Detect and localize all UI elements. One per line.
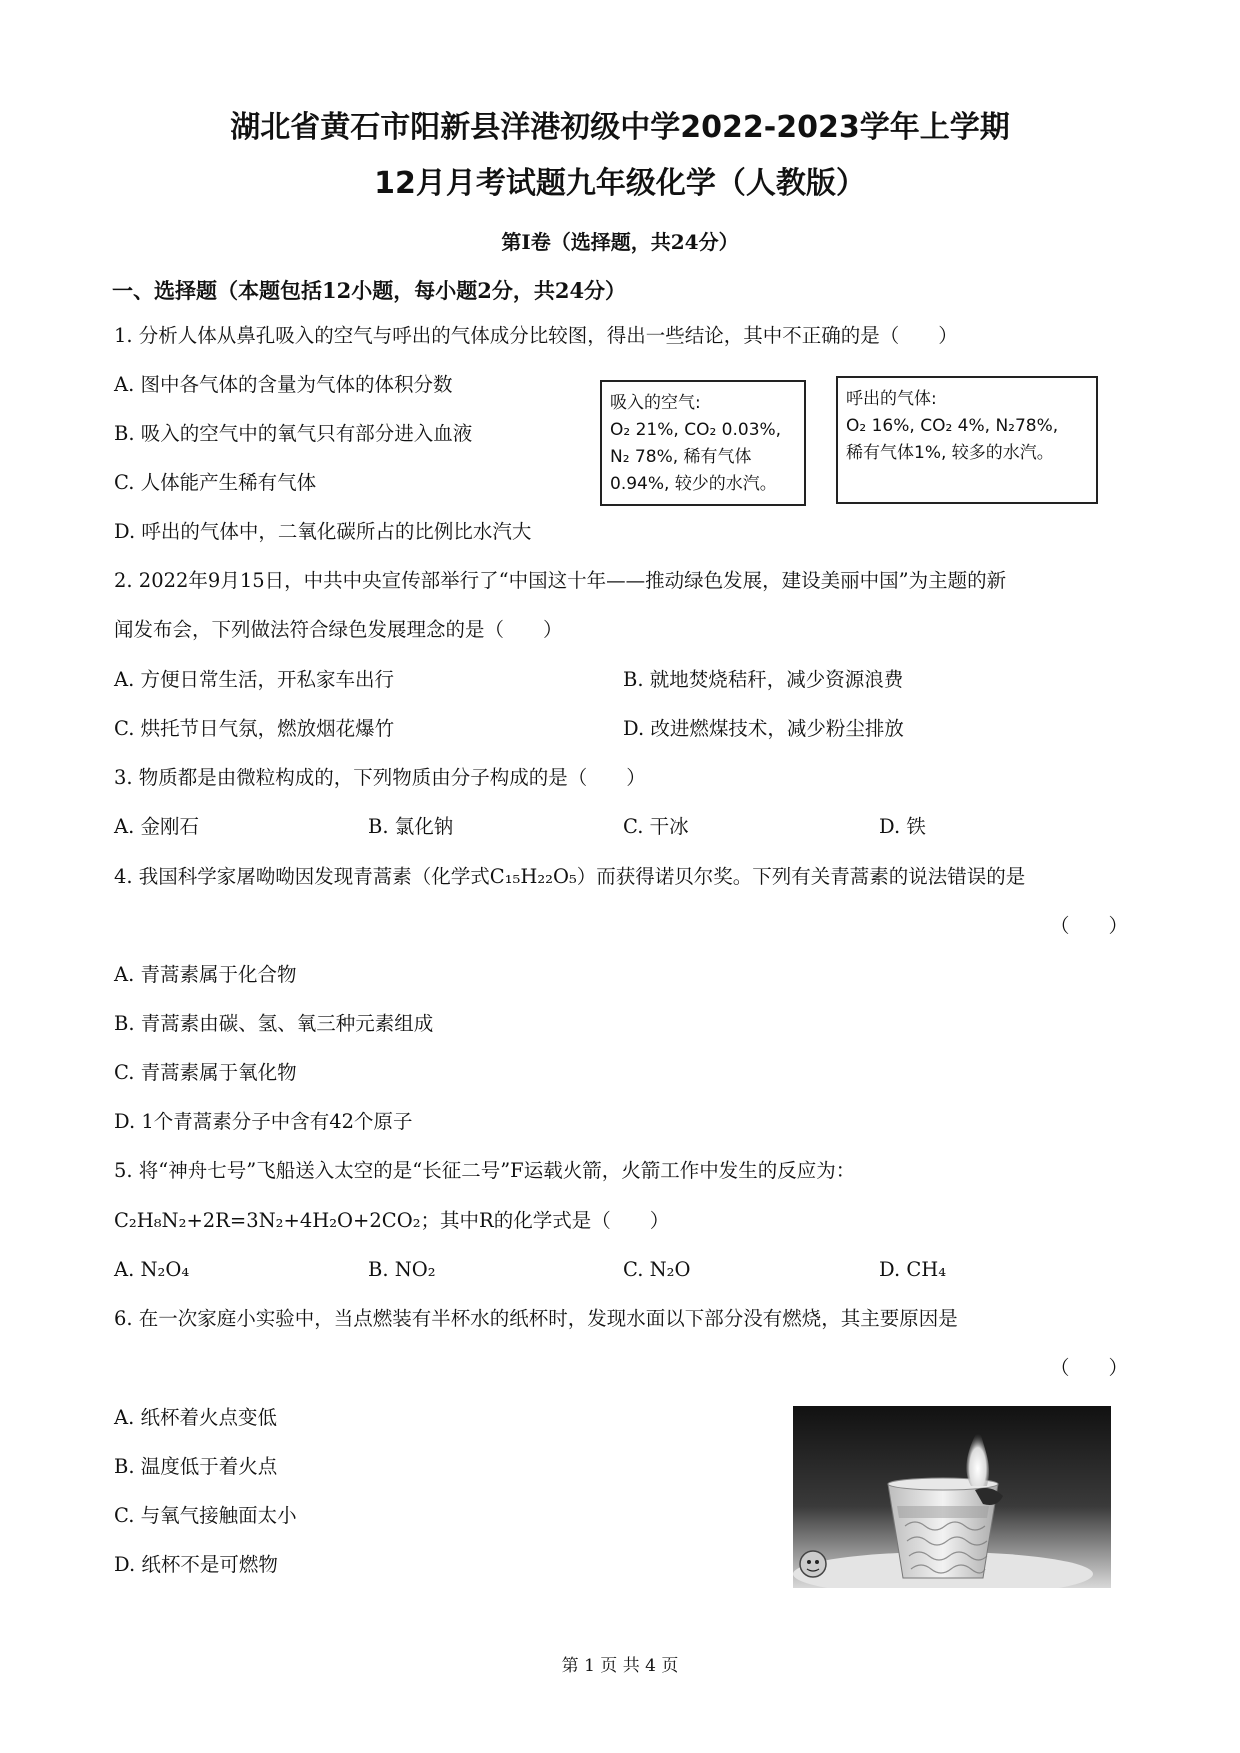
- q4-stem: 4. 我国科学家屠呦呦因发现青蒿素（化学式C₁₅H₂₂O₅）而获得诺贝尔奖。下列有关青蒿素的说法错误的是: [114, 865, 1026, 888]
- q5-option-c: C. N₂O: [623, 1258, 691, 1281]
- q3-option-b: B. 氯化钠: [368, 815, 454, 838]
- title-line-2: 12月月考试题九年级化学（人教版）: [374, 166, 866, 201]
- section-heading: 一、选择题（本题包括12小题，每小题2分，共24分）: [112, 278, 627, 303]
- paper-cup-illustration: [793, 1406, 1111, 1588]
- q4-option-c: C. 青蒿素属于氧化物: [114, 1061, 297, 1084]
- q1-option-a: A. 图中各气体的含量为气体的体积分数: [114, 373, 453, 396]
- exhaled-gas-box: [836, 376, 1098, 504]
- q6-option-c: C. 与氧气接触面太小: [114, 1504, 297, 1527]
- inhaled-air-line-1: O₂ 21%, CO₂ 0.03%,: [610, 420, 782, 440]
- burning-paper-cup-photo: [793, 1406, 1111, 1588]
- q2-option-c: C. 烘托节日气氛，燃放烟花爆竹: [114, 717, 395, 740]
- q5-option-a: A. N₂O₄: [114, 1258, 190, 1281]
- q2-option-d: D. 改进燃煤技术，减少粉尘排放: [623, 717, 904, 740]
- q3-option-c: C. 干冰: [623, 815, 689, 838]
- title-line-1: 湖北省黄石市阳新县洋港初级中学2022-2023学年上学期: [230, 110, 1010, 145]
- volume-heading: 第I卷（选择题，共24分）: [501, 230, 739, 254]
- inhaled-air-line-3: 0.94%, 较少的水汽。: [610, 474, 777, 494]
- q6-stem: 6. 在一次家庭小实验中，当点燃装有半杯水的纸杯时，发现水面以下部分没有燃烧，其主要原因是: [114, 1307, 958, 1330]
- inhaled-air-title: 吸入的空气:: [610, 393, 701, 413]
- q2-stem-line-1: 2. 2022年9月15日，中共中央宣传部举行了“中国这十年——推动绿色发展，建设美丽中国”为主题的新: [114, 569, 1007, 592]
- inhaled-air-line-2: N₂ 78%, 稀有气体: [610, 447, 752, 467]
- q3-option-d: D. 铁: [879, 815, 926, 838]
- q1-option-d: D. 呼出的气体中，二氧化碳所占的比例比水汽大: [114, 520, 532, 543]
- q5-option-b: B. NO₂: [368, 1258, 436, 1281]
- q3-stem: 3. 物质都是由微粒构成的，下列物质由分子构成的是（ ）: [114, 766, 646, 789]
- q5-stem-line-2: C₂H₈N₂+2R=3N₂+4H₂O+2CO₂；其中R的化学式是（ ）: [114, 1209, 670, 1232]
- q5-option-d: D. CH₄: [879, 1258, 947, 1281]
- q1-option-c: C. 人体能产生稀有气体: [114, 471, 317, 494]
- page-footer: 第 1 页 共 4 页: [561, 1656, 679, 1676]
- q1-stem: 1. 分析人体从鼻孔吸入的空气与呼出的气体成分比较图，得出一些结论，其中不正确的是（ ）: [114, 324, 958, 347]
- q6-option-a: A. 纸杯着火点变低: [114, 1406, 277, 1429]
- q6-option-d: D. 纸杯不是可燃物: [114, 1553, 278, 1576]
- q2-stem-line-2: 闻发布会，下列做法符合绿色发展理念的是（ ）: [114, 618, 563, 641]
- q3-option-a: A. 金刚石: [114, 815, 199, 838]
- exhaled-gas-line-2: 稀有气体1%, 较多的水汽。: [846, 443, 1054, 463]
- exhaled-gas-title: 呼出的气体:: [846, 389, 937, 409]
- q5-stem-line-1: 5. 将“神舟七号”飞船送入太空的是“长征二号”F运载火箭，火箭工作中发生的反应为：: [114, 1159, 856, 1182]
- q4-option-d: D. 1个青蒿素分子中含有42个原子: [114, 1110, 413, 1133]
- q4-option-b: B. 青蒿素由碳、氢、氧三种元素组成: [114, 1012, 434, 1035]
- q6-option-b: B. 温度低于着火点: [114, 1455, 278, 1478]
- q4-option-a: A. 青蒿素属于化合物: [114, 963, 297, 986]
- q4-answer-paren: （ ）: [1050, 914, 1129, 937]
- q6-answer-paren: （ ）: [1050, 1356, 1129, 1379]
- q2-option-b: B. 就地焚烧秸秆，减少资源浪费: [623, 668, 904, 691]
- exhaled-gas-line-1: O₂ 16%, CO₂ 4%, N₂78%,: [846, 416, 1059, 436]
- q1-option-b: B. 吸入的空气中的氧气只有部分进入血液: [114, 422, 473, 445]
- q2-option-a: A. 方便日常生活，开私家车出行: [114, 668, 394, 691]
- inhaled-air-box: [600, 380, 806, 506]
